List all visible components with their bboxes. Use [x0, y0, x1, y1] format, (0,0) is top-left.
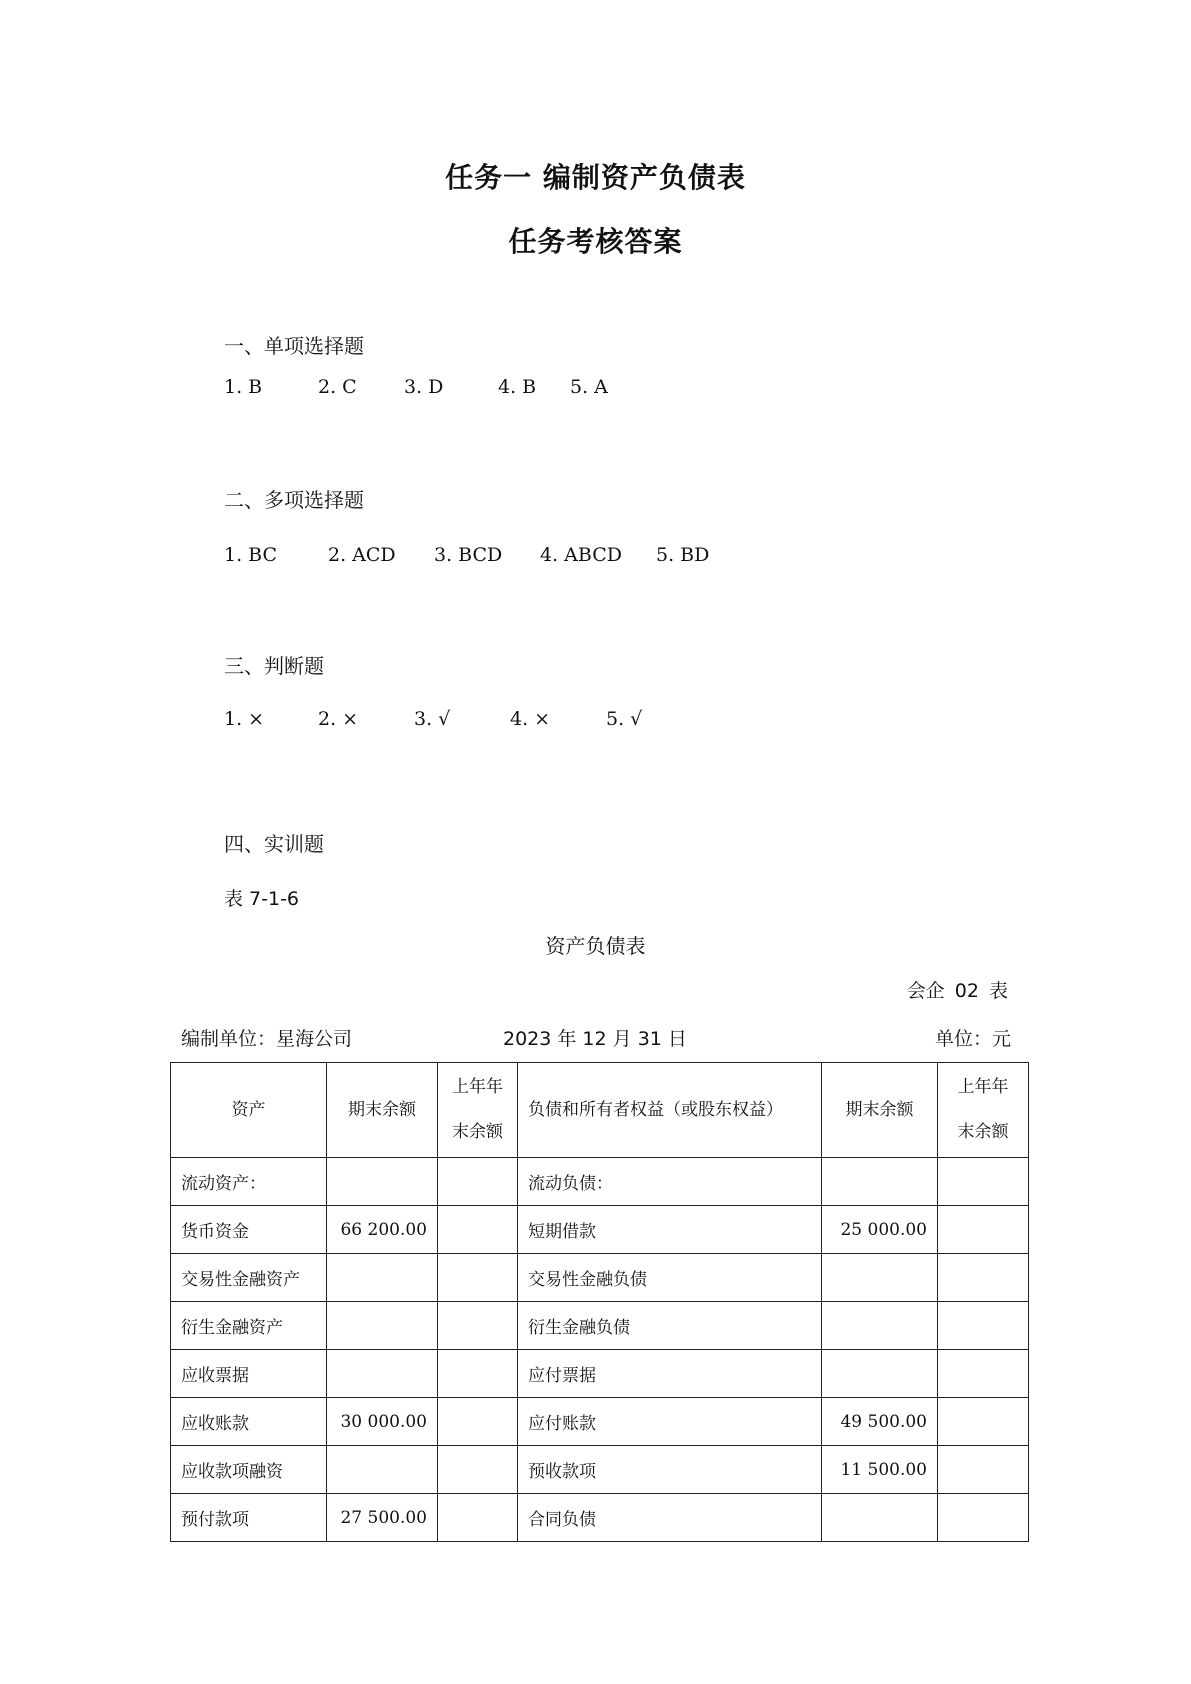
cell-asset-end [327, 1446, 438, 1494]
answer-item: 4. ABCD [540, 544, 622, 566]
cell-liab: 交易性金融负债 [518, 1254, 822, 1302]
section-heading-true-false: 三、判断题 [224, 654, 324, 678]
section-heading-practical: 四、实训题 [224, 832, 324, 856]
answer-item: 2. C [318, 376, 357, 398]
cell-liab-end [822, 1350, 938, 1398]
header-prior-balance: 上年年 末余额 [438, 1063, 518, 1158]
cell-asset: 货币资金 [171, 1206, 327, 1254]
cell-asset: 预付款项 [171, 1494, 327, 1542]
cell-asset-prior [438, 1254, 518, 1302]
cell-asset-end: 66 200.00 [327, 1206, 438, 1254]
cell-asset: 应收票据 [171, 1350, 327, 1398]
answer-item: 5. BD [656, 544, 710, 566]
table-row [171, 1158, 1029, 1206]
cell-liab-end: 25 000.00 [822, 1206, 938, 1254]
cell-asset-prior [438, 1398, 518, 1446]
table-title: 资产负债表 [545, 934, 646, 958]
cell-liab-end [822, 1254, 938, 1302]
answers-multi-choice [224, 544, 709, 566]
cell-liab-prior [938, 1254, 1029, 1302]
answer-item: 4. B [498, 376, 537, 398]
cell-liab-end: 11 500.00 [822, 1446, 938, 1494]
header-end-balance-2: 期末余额 [822, 1063, 938, 1158]
form-code: 会企 02 表 [906, 980, 1008, 1002]
cell-liab-prior [938, 1350, 1029, 1398]
section-heading-single-choice: 一、单项选择题 [224, 334, 364, 358]
cell-liab: 合同负债 [518, 1494, 822, 1542]
cell-liab-end [822, 1494, 938, 1542]
unit-name: 编制单位：星海公司 [181, 1028, 353, 1050]
table-row [171, 1350, 1029, 1398]
table-row [171, 1494, 1029, 1542]
answer-item: 2. ACD [328, 544, 396, 566]
cell-asset-prior [438, 1158, 518, 1206]
answer-item: 3. BCD [434, 544, 503, 566]
cell-liab-end [822, 1158, 938, 1206]
page-subtitle: 任务考核答案 [508, 225, 683, 258]
cell-asset-end [327, 1254, 438, 1302]
page-title: 任务一 编制资产负债表 [445, 161, 746, 194]
cell-liab-prior [938, 1158, 1029, 1206]
currency-unit: 单位：元 [934, 1028, 1011, 1050]
cell-asset: 应收账款 [171, 1398, 327, 1446]
report-date: 2023 年 12 月 31 日 [503, 1028, 687, 1050]
cell-asset-prior [438, 1302, 518, 1350]
cell-asset-end [327, 1158, 438, 1206]
cell-asset: 流动资产： [171, 1158, 327, 1206]
answer-item: 3. √ [414, 708, 451, 730]
cell-liab: 衍生金融负债 [518, 1302, 822, 1350]
cell-liab-end [822, 1302, 938, 1350]
answers-true-false [224, 708, 642, 730]
cell-asset-prior [438, 1206, 518, 1254]
cell-asset-end [327, 1350, 438, 1398]
section-heading-multi-choice: 二、多项选择题 [224, 488, 364, 512]
answer-item: 5. A [570, 376, 608, 398]
answer-item: 5. √ [606, 708, 643, 730]
table-row [171, 1446, 1029, 1494]
balance-sheet-table [170, 1062, 1029, 1542]
cell-asset: 交易性金融资产 [171, 1254, 327, 1302]
cell-liab: 应付票据 [518, 1350, 822, 1398]
table-row [171, 1302, 1029, 1350]
header-liabilities-equity: 负债和所有者权益（或股东权益） [518, 1063, 822, 1158]
cell-liab-prior [938, 1446, 1029, 1494]
cell-liab-prior [938, 1398, 1029, 1446]
header-prior-balance-2: 上年年 末余额 [938, 1063, 1029, 1158]
cell-asset-end: 27 500.00 [327, 1494, 438, 1542]
cell-liab-prior [938, 1206, 1029, 1254]
table-row [171, 1398, 1029, 1446]
cell-asset-end: 30 000.00 [327, 1398, 438, 1446]
answer-item: 2. × [318, 708, 359, 730]
header-asset: 资产 [171, 1063, 327, 1158]
cell-asset: 应收款项融资 [171, 1446, 327, 1494]
table-header-row [171, 1063, 1029, 1158]
cell-liab-end: 49 500.00 [822, 1398, 938, 1446]
cell-liab: 流动负债： [518, 1158, 822, 1206]
answer-item: 1. B [224, 376, 263, 398]
cell-asset-prior [438, 1350, 518, 1398]
answers-single-choice [224, 376, 608, 398]
cell-liab: 预收款项 [518, 1446, 822, 1494]
cell-asset-prior [438, 1494, 518, 1542]
answer-item: 3. D [404, 376, 444, 398]
table-row [171, 1254, 1029, 1302]
cell-asset-end [327, 1302, 438, 1350]
answer-item: 1. BC [224, 544, 278, 566]
header-end-balance: 期末余额 [327, 1063, 438, 1158]
table-row [171, 1206, 1029, 1254]
cell-liab-prior [938, 1494, 1029, 1542]
cell-liab: 应付账款 [518, 1398, 822, 1446]
answer-item: 4. × [510, 708, 551, 730]
cell-liab: 短期借款 [518, 1206, 822, 1254]
answer-item: 1. × [224, 708, 265, 730]
cell-asset-prior [438, 1446, 518, 1494]
cell-liab-prior [938, 1302, 1029, 1350]
cell-asset: 衍生金融资产 [171, 1302, 327, 1350]
table-caption: 表 7-1-6 [224, 888, 300, 910]
